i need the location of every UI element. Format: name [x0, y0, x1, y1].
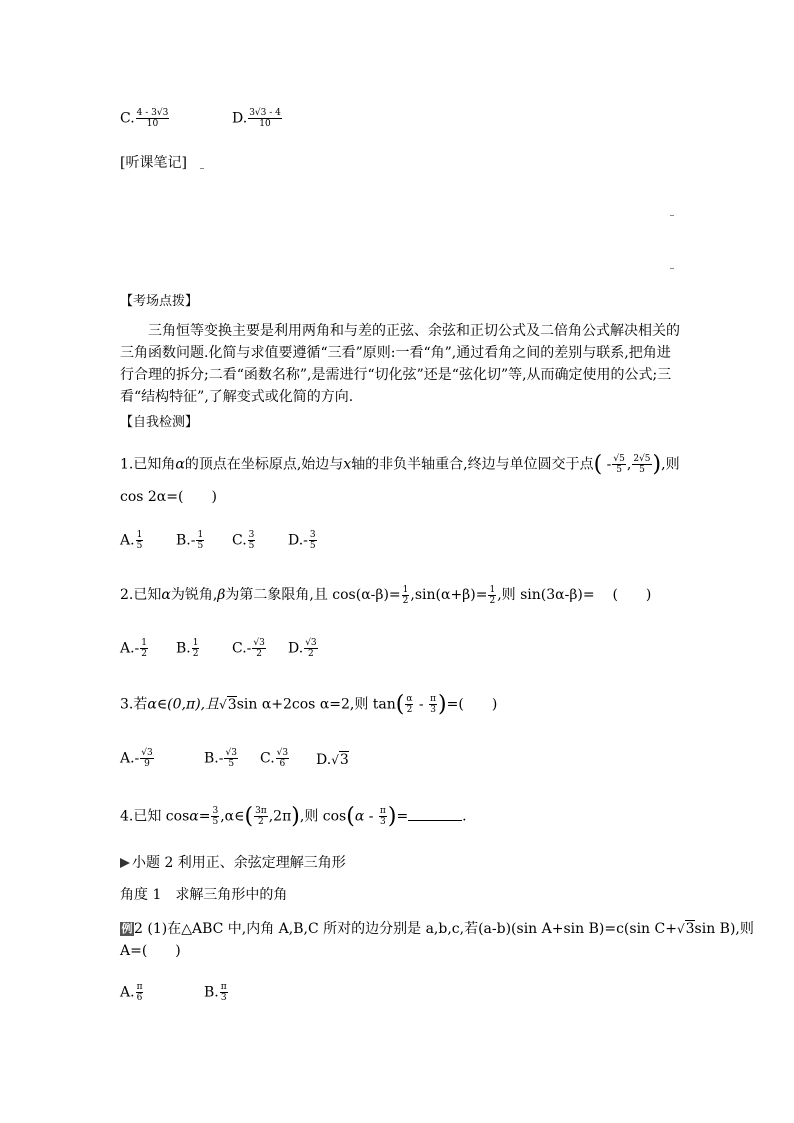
- q2-option-c: C.- $\frac{√3}{2}$: [232, 638, 265, 659]
- section-title-tips: 【考场点拨】: [120, 294, 199, 309]
- q3-option-c: C. $\frac{√3}{6}$: [260, 748, 289, 769]
- question-3: 3.若α∈(0,π),且√3sin α+2cos α=2,则 tan( $\frac{\alpha}{2}$ - $\frac{\pi}{3}$ )=( ): [120, 692, 498, 717]
- topic-title: 小题 2 利用正、余弦定理解三角形: [120, 852, 346, 872]
- ex2-option-a: A. $\frac{\pi}{6}$: [120, 982, 143, 1003]
- option-c-prev: C. $\frac{4 - 3√3}{10}$: [120, 108, 169, 129]
- question-4: 4.已知 cosα= $\frac{3}{5}$ ,α∈( $\frac{3\pi}{2}$ ,2π),则 cos(α - $\frac{\pi}{3}$ )= .: [120, 804, 467, 829]
- question-1: 1.已知角α的顶点在坐标原点,始边与x轴的非负半轴重合,终边与单位圆交于点( - $\frac{√5}{5}$ , $\frac{2√5}{5}$ ),则: [120, 452, 680, 477]
- q2-option-b: B. $\frac{1}{2}$: [176, 638, 199, 659]
- tips-paragraph: 三角恒等变换主要是利用两角和与差的正弦、余弦和正切公式及二倍角公式解决相关的三角函数问题.化简与求值要遵循“三看”原则:一看“角”,通过看角之间的差别与联系,把角进行合理的拆分;二看“函数名称”,是需进行“切化弦”还是“弦化切”等,从而确定使用的公式;三看“结构特征”,了解变式或化简的方向.: [120, 323, 680, 405]
- ex2-option-b: B. $\frac{\pi}{3}$: [204, 982, 227, 1003]
- example-2: 例 2 (1)在△ABC 中,内角 A,B,C 所对的边分别是 a,b,c,若(a-b)(sin A+sin B)=c(sin C+√3sin B),则: [121, 921, 754, 937]
- play-icon: [120, 858, 130, 868]
- q2-option-a: A.- $\frac{1}{2}$: [120, 638, 148, 659]
- fraction: $\frac{3√3 - 4}{10}$: [249, 108, 281, 129]
- notes-label: [听课笔记]: [120, 155, 187, 171]
- example-icon: 例: [121, 922, 133, 935]
- q2-option-d: D. $\frac{√3}{2}$: [288, 638, 317, 659]
- question-1-line2: cos 2α=( ): [120, 489, 217, 505]
- answer-blank[interactable]: [408, 808, 462, 821]
- mark: [670, 215, 674, 216]
- q3-option-b: B.- $\frac{√3}{5}$: [204, 748, 237, 769]
- example-2-line2: A=( ): [120, 943, 181, 959]
- fraction: $\frac{4 - 3√3}{10}$: [136, 108, 169, 129]
- q1-option-d: D.- $\frac{3}{5}$: [288, 530, 316, 551]
- section-title-selfcheck: 【自我检测】: [120, 415, 199, 430]
- q3-option-a: A.- $\frac{√3}{9}$: [120, 748, 153, 769]
- mark: [670, 268, 674, 269]
- question-2: 2.已知α为锐角,β为第二象限角,且 cos(α-β)= $\frac{1}{2}$ ,sin(α+β)= $\frac{1}{2}$ ,则 sin(3α-β)= ( ): [120, 584, 652, 606]
- q3-option-d: D.√3: [316, 752, 349, 768]
- q1-option-c: C. $\frac{3}{5}$: [232, 530, 255, 551]
- angle-title: 角度 1 求解三角形中的角: [120, 887, 288, 903]
- q1-option-b: B.- $\frac{1}{5}$: [176, 530, 204, 551]
- q1-option-a: A. $\frac{1}{5}$: [120, 530, 143, 551]
- mark: [200, 168, 204, 169]
- option-d-prev: D. $\frac{3√3 - 4}{10}$: [232, 108, 281, 129]
